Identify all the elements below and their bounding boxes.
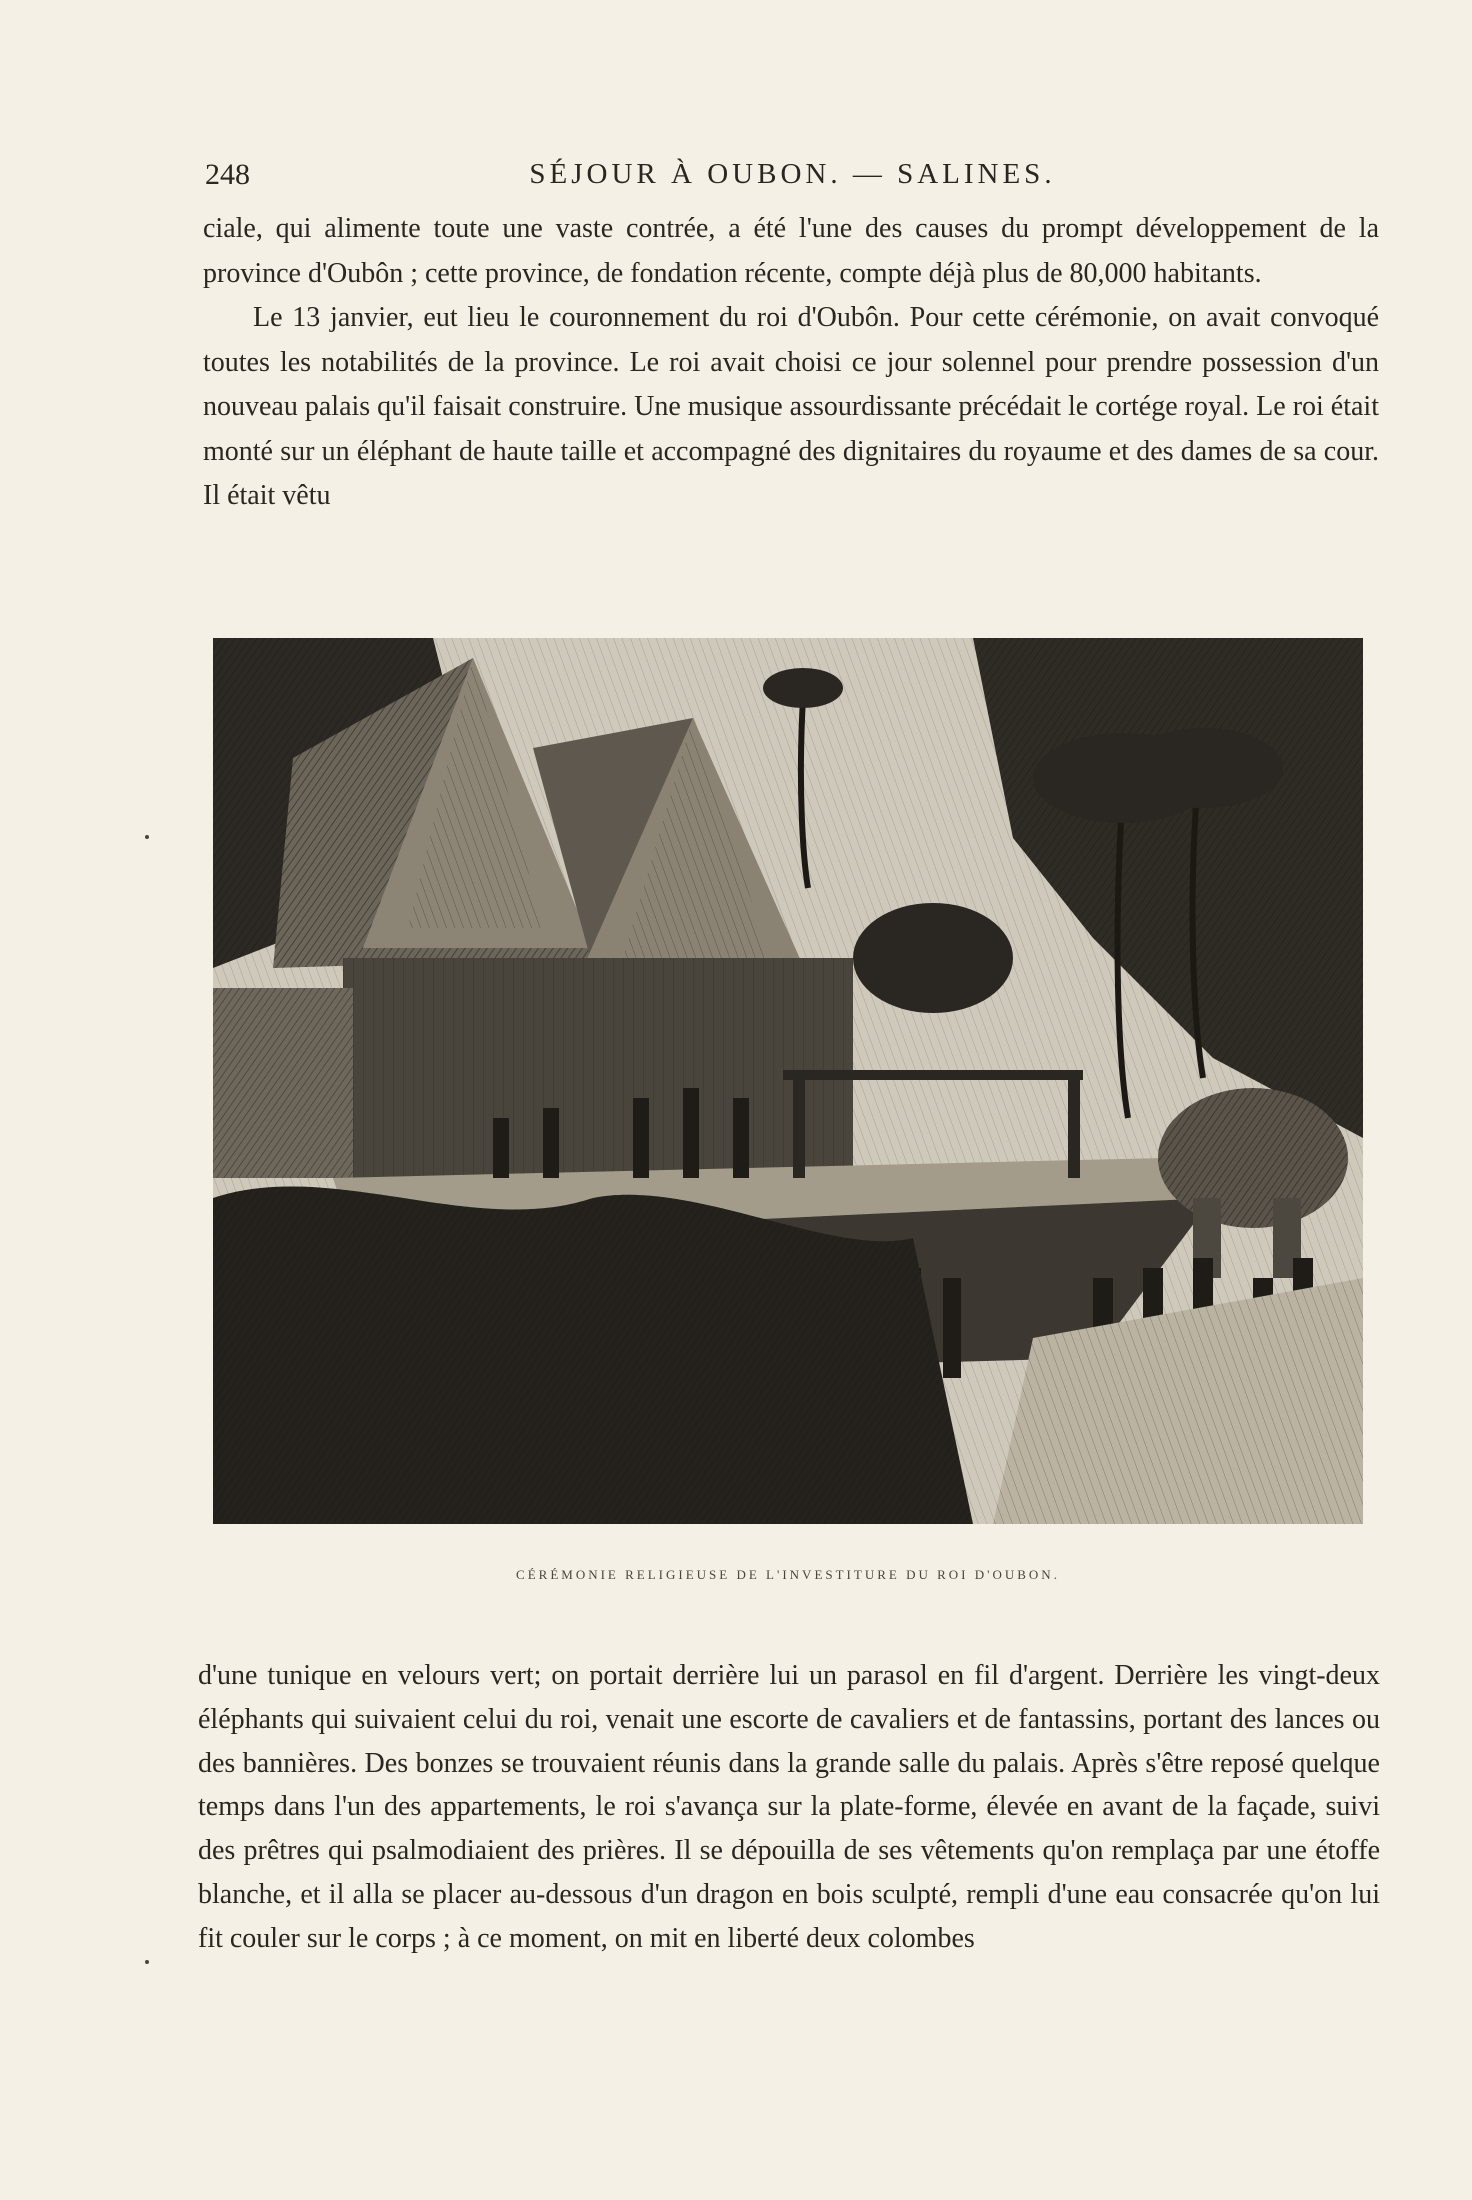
paragraph-3: d'une tunique en velours vert; on portait derrière lui un parasol en fil d'argent. Derrière les vingt-deux éléphants qui suivaient celui du roi, venait une escorte de cavaliers et de fantassins, portant des lances ou des bannières. Des bonzes se trouvaient réunis dans la grande salle du palais. Après s'être reposé quelque temps dans l'un des appartements, le roi s'avança sur la plate-forme, élevée en avant de la façade, suivi des prêtres qui psalmodiaient des prières. Il se dépouilla de ses vêtements qu'on remplaça par une étoffe blanche, et il alla se placer au-dessous d'un dragon en bois sculpté, rempli d'une eau consacrée qu'on lui fit couler sur le corps ; à ce moment, on mit en liberté deux colombes [198, 1660, 1380, 1954]
page-header [205, 158, 1380, 198]
margin-mark [145, 1960, 149, 1964]
engraving-drawing [213, 638, 1363, 1524]
running-title: SÉJOUR À OUBON. — SALINES. [529, 158, 1056, 190]
illustration-caption: CÉRÉMONIE RELIGIEUSE DE L'INVESTITURE DU ROI D'OUBON. [516, 1567, 1060, 1582]
bottom-text-block [198, 1654, 1380, 1961]
engraving-illustration [213, 638, 1363, 1524]
margin-mark [145, 835, 149, 839]
paragraph-2: Le 13 janvier, eut lieu le couronnement du roi d'Oubôn. Pour cette cérémonie, on avait convoqué toutes les notabilités de la province. Le roi avait choisi ce jour solennel pour prendre possession d'un nouveau palais qu'il faisait construire. Une musique assourdissante précédait le cortége royal. Le roi était monté sur un éléphant de haute taille et accompagné des dignitaires du royaume et des dames de sa cour. Il était vêtu [203, 302, 1379, 511]
paragraph-1: ciale, qui alimente toute une vaste contrée, a été l'une des causes du prompt développement de la province d'Oubôn ; cette province, de fondation récente, compte déjà plus de 80,000 habitants. [203, 213, 1379, 289]
page-number: 248 [205, 158, 250, 191]
top-text-block [203, 207, 1379, 519]
